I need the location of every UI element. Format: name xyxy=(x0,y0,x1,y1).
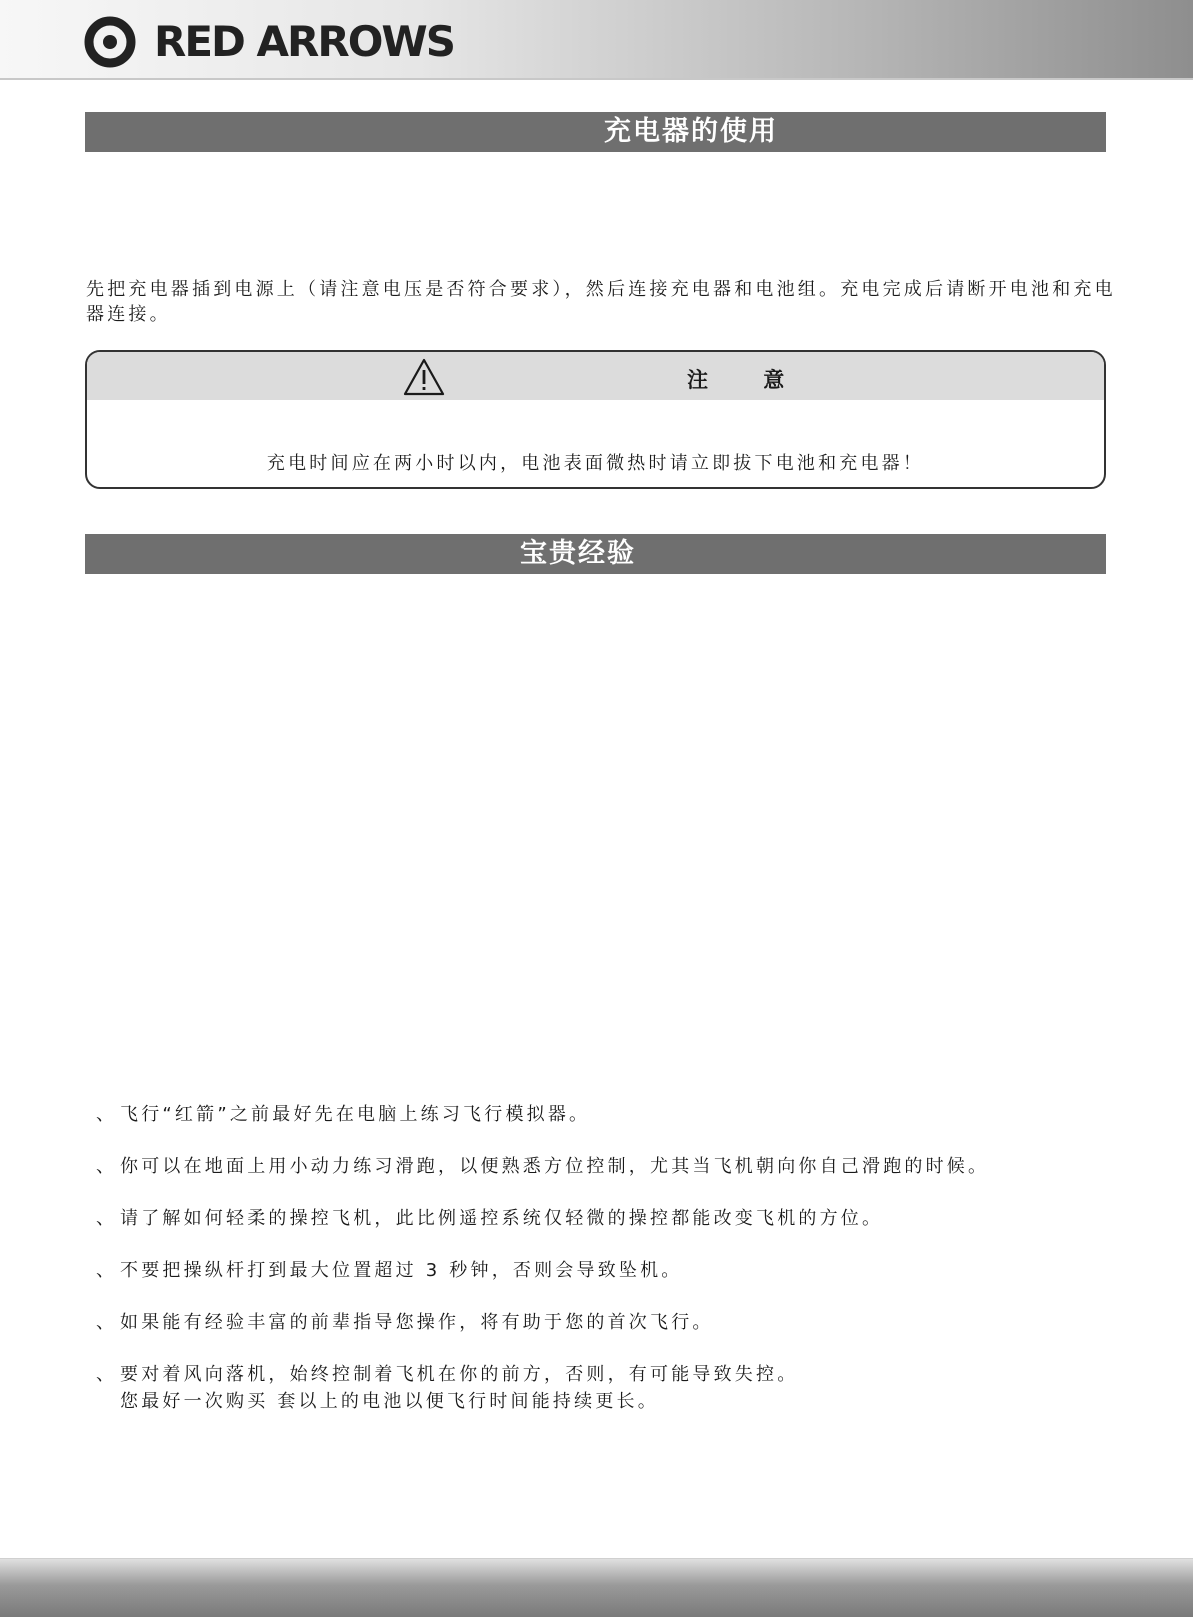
list-item xyxy=(96,1257,1106,1284)
section-title: 宝贵经验 xyxy=(520,538,636,569)
header-band xyxy=(0,0,1193,80)
list-bullet: 、 xyxy=(96,1312,118,1333)
list-item-text xyxy=(120,1205,1106,1232)
tips-list xyxy=(96,1101,1106,1440)
tip-line: 不要把操纵杆打到最大位置超过 3 秒钟，否则会导致坠机。 xyxy=(120,1260,683,1281)
tip-line: 你可以在地面上用小动力练习滑跑，以便熟悉方位控制，尤其当飞机朝向你自己滑跑的时候。 xyxy=(120,1156,990,1177)
list-item xyxy=(96,1101,1106,1128)
list-item-text xyxy=(120,1309,1106,1336)
list-bullet: 、 xyxy=(96,1364,118,1385)
notice-title: 注 意 xyxy=(687,368,809,392)
notice-header xyxy=(87,352,1104,400)
target-ring-logo-icon xyxy=(84,16,136,68)
list-item xyxy=(96,1309,1106,1336)
warning-triangle-icon xyxy=(403,358,445,396)
brand-logo xyxy=(84,16,454,68)
list-item-text xyxy=(120,1153,1106,1180)
list-bullet: 、 xyxy=(96,1208,118,1229)
tip-line: 如果能有经验丰富的前辈指导您操作，将有助于您的首次飞行。 xyxy=(120,1312,714,1333)
notice-box xyxy=(85,350,1106,489)
list-item xyxy=(96,1361,1106,1415)
list-bullet: 、 xyxy=(96,1156,118,1177)
charger-instructions: 先把充电器插到电源上（请注意电压是否符合要求），然后连接充电器和电池组。充电完成后请断开电池和充电器连接。 xyxy=(86,279,1116,325)
list-bullet: 、 xyxy=(96,1260,118,1281)
brand-name: RED ARROWS xyxy=(154,17,454,66)
list-bullet: 、 xyxy=(96,1104,118,1125)
section-header-charger xyxy=(85,112,1106,152)
tip-line: 您最好一次购买 套以上的电池以便飞行时间能持续更长。 xyxy=(120,1391,659,1412)
list-item-text xyxy=(120,1257,1106,1284)
section-title: 充电器的使用 xyxy=(604,116,778,147)
footer-band xyxy=(0,1558,1193,1617)
list-item-text xyxy=(120,1361,1106,1415)
list-item xyxy=(96,1153,1106,1180)
tip-line: 要对着风向落机，始终控制着飞机在你的前方，否则，有可能导致失控。 xyxy=(120,1364,799,1385)
section-header-experience xyxy=(85,534,1106,574)
list-item xyxy=(96,1205,1106,1232)
tip-line: 飞行“红箭”之前最好先在电脑上练习飞行模拟器。 xyxy=(120,1104,591,1125)
tip-line: 请了解如何轻柔的操控飞机，此比例遥控系统仅轻微的操控都能改变飞机的方位。 xyxy=(120,1208,884,1229)
notice-text: 充电时间应在两小时以内，电池表面微热时请立即拔下电池和充电器！ xyxy=(266,453,925,474)
list-item-text xyxy=(120,1101,1106,1128)
